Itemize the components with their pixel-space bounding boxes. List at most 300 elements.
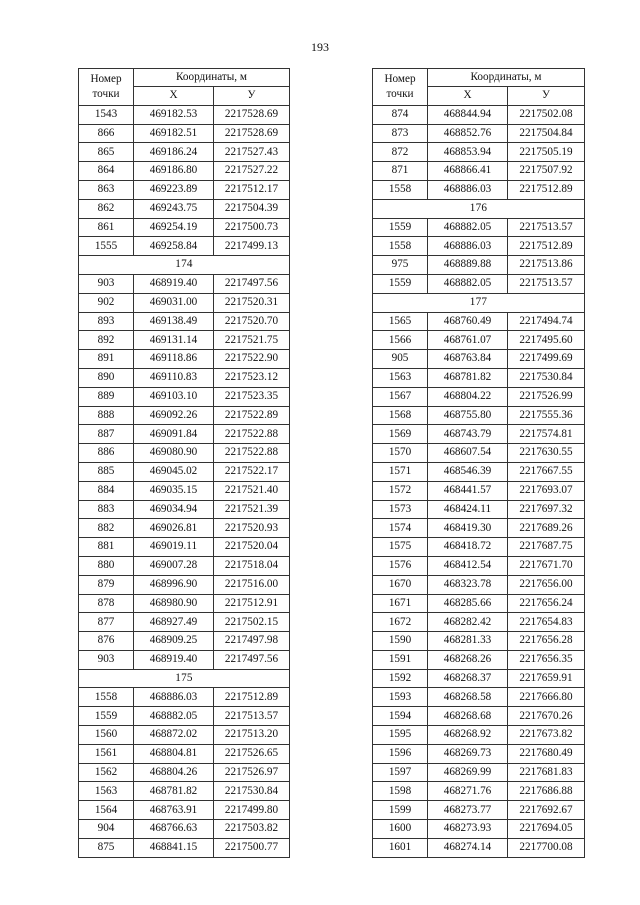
x-coordinate-cell: 468274.14	[428, 838, 508, 857]
point-number-cell: 877	[79, 613, 134, 632]
x-coordinate-cell: 468980.90	[134, 594, 214, 613]
point-number-cell: 873	[373, 124, 428, 143]
y-coordinate-cell: 2217503.82	[214, 820, 290, 839]
point-number-cell: 883	[79, 500, 134, 519]
x-coordinate-cell: 468919.40	[134, 274, 214, 293]
x-coordinate-cell: 468781.82	[134, 782, 214, 801]
y-coordinate-cell: 2217497.98	[214, 632, 290, 651]
y-coordinate-cell: 2217518.04	[214, 556, 290, 575]
x-coordinate-cell: 468269.99	[428, 763, 508, 782]
table-row	[373, 162, 585, 181]
table-row	[373, 594, 585, 613]
y-coordinate-cell: 2217528.69	[214, 105, 290, 124]
x-coordinate-cell: 468882.05	[428, 274, 508, 293]
table-row	[79, 500, 290, 519]
point-number-cell: 886	[79, 444, 134, 463]
table-row	[79, 782, 290, 801]
table-row	[79, 180, 290, 199]
y-coordinate-cell: 2217512.91	[214, 594, 290, 613]
table-row	[373, 707, 585, 726]
point-number-cell: 903	[79, 650, 134, 669]
point-number-cell: 1565	[373, 312, 428, 331]
y-coordinate-cell: 2217513.57	[214, 707, 290, 726]
y-coordinate-cell: 2217513.86	[508, 256, 585, 275]
point-number-cell: 893	[79, 312, 134, 331]
table-row	[373, 669, 585, 688]
coordinates-header: Координаты, м	[134, 69, 290, 87]
table-row	[373, 143, 585, 162]
point-number-cell: 1670	[373, 575, 428, 594]
x-coordinate-cell: 469138.49	[134, 312, 214, 331]
table-row	[373, 744, 585, 763]
point-number-cell: 861	[79, 218, 134, 237]
point-number-cell: 1558	[79, 688, 134, 707]
y-coordinate-cell: 2217654.83	[508, 613, 585, 632]
point-number-cell: 902	[79, 293, 134, 312]
y-column-header: У	[508, 87, 585, 105]
x-coordinate-cell: 469045.02	[134, 462, 214, 481]
point-number-cell: 862	[79, 199, 134, 218]
table-row	[373, 801, 585, 820]
x-coordinate-cell: 468763.91	[134, 801, 214, 820]
point-number-cell: 1559	[373, 218, 428, 237]
point-number-cell: 882	[79, 519, 134, 538]
point-number-cell: 891	[79, 350, 134, 369]
point-number-cell: 864	[79, 162, 134, 181]
y-coordinate-cell: 2217522.90	[214, 350, 290, 369]
table-row	[373, 331, 585, 350]
point-number-header-line2: точки	[386, 87, 414, 100]
table-row	[79, 425, 290, 444]
table-row	[79, 143, 290, 162]
x-coordinate-cell: 469186.80	[134, 162, 214, 181]
y-coordinate-cell: 2217521.75	[214, 331, 290, 350]
point-number-cell: 1568	[373, 406, 428, 425]
x-coordinate-cell: 469031.00	[134, 293, 214, 312]
x-coordinate-cell: 468743.79	[428, 425, 508, 444]
y-coordinate-cell: 2217522.89	[214, 406, 290, 425]
x-coordinate-cell: 468761.07	[428, 331, 508, 350]
x-coordinate-cell: 468268.37	[428, 669, 508, 688]
y-coordinate-cell: 2217526.65	[214, 744, 290, 763]
point-number-cell: 884	[79, 481, 134, 500]
table-row	[79, 350, 290, 369]
section-label: 177	[373, 293, 585, 312]
y-coordinate-cell: 2217500.73	[214, 218, 290, 237]
point-number-cell: 1561	[79, 744, 134, 763]
table-row	[373, 726, 585, 745]
y-coordinate-cell: 2217670.26	[508, 707, 585, 726]
table-row	[79, 162, 290, 181]
y-coordinate-cell: 2217526.99	[508, 387, 585, 406]
y-coordinate-cell: 2217527.43	[214, 143, 290, 162]
y-coordinate-cell: 2217495.60	[508, 331, 585, 350]
y-coordinate-cell: 2217667.55	[508, 462, 585, 481]
table-row	[373, 406, 585, 425]
table-row	[79, 594, 290, 613]
point-number-cell: 866	[79, 124, 134, 143]
table-row	[79, 763, 290, 782]
point-number-cell: 1563	[79, 782, 134, 801]
x-coordinate-cell: 468763.84	[428, 350, 508, 369]
y-coordinate-cell: 2217689.26	[508, 519, 585, 538]
y-coordinate-cell: 2217686.88	[508, 782, 585, 801]
table-body-left	[79, 105, 290, 857]
table-row	[79, 237, 290, 256]
table-row	[79, 368, 290, 387]
y-coordinate-cell: 2217494.74	[508, 312, 585, 331]
x-coordinate-cell: 469258.84	[134, 237, 214, 256]
point-number-cell: 887	[79, 425, 134, 444]
table-row	[79, 481, 290, 500]
section-row	[373, 293, 585, 312]
y-coordinate-cell: 2217502.15	[214, 613, 290, 632]
table-row	[373, 688, 585, 707]
table-row	[373, 350, 585, 369]
y-coordinate-cell: 2217671.70	[508, 556, 585, 575]
point-number-cell: 1595	[373, 726, 428, 745]
x-coordinate-cell: 469131.14	[134, 331, 214, 350]
x-coordinate-cell: 468269.73	[428, 744, 508, 763]
point-number-cell: 905	[373, 350, 428, 369]
point-number-cell: 1559	[373, 274, 428, 293]
point-number-cell: 1672	[373, 613, 428, 632]
point-number-cell: 1598	[373, 782, 428, 801]
x-coordinate-cell: 468919.40	[134, 650, 214, 669]
x-coordinate-cell: 468755.80	[428, 406, 508, 425]
point-number-cell: 1543	[79, 105, 134, 124]
point-number-cell: 892	[79, 331, 134, 350]
y-coordinate-cell: 2217522.88	[214, 444, 290, 463]
section-row	[373, 199, 585, 218]
x-coordinate-cell: 468766.63	[134, 820, 214, 839]
table-row	[79, 274, 290, 293]
y-coordinate-cell: 2217500.77	[214, 838, 290, 857]
point-number-cell: 1601	[373, 838, 428, 857]
table-row	[373, 218, 585, 237]
x-coordinate-cell: 469080.90	[134, 444, 214, 463]
point-number-header	[79, 69, 134, 106]
y-coordinate-cell: 2217520.93	[214, 519, 290, 538]
x-coordinate-cell: 469182.51	[134, 124, 214, 143]
point-number-cell: 1569	[373, 425, 428, 444]
x-coordinate-cell: 469243.75	[134, 199, 214, 218]
table-row	[79, 801, 290, 820]
table-row	[373, 556, 585, 575]
y-coordinate-cell: 2217692.67	[508, 801, 585, 820]
point-number-cell: 865	[79, 143, 134, 162]
x-coordinate-cell: 468804.22	[428, 387, 508, 406]
y-coordinate-cell: 2217694.05	[508, 820, 585, 839]
y-coordinate-cell: 2217513.57	[508, 274, 585, 293]
x-coordinate-cell: 469186.24	[134, 143, 214, 162]
point-number-cell: 888	[79, 406, 134, 425]
x-coordinate-cell: 469223.89	[134, 180, 214, 199]
x-coordinate-cell: 469110.83	[134, 368, 214, 387]
point-number-cell: 1572	[373, 481, 428, 500]
x-coordinate-cell: 468285.66	[428, 594, 508, 613]
table-row	[373, 312, 585, 331]
table-row	[373, 425, 585, 444]
table-row	[373, 124, 585, 143]
y-coordinate-cell: 2217656.24	[508, 594, 585, 613]
table-row	[373, 368, 585, 387]
point-number-cell: 1564	[79, 801, 134, 820]
x-coordinate-cell: 468281.33	[428, 632, 508, 651]
point-number-cell: 1560	[79, 726, 134, 745]
table-row	[373, 256, 585, 275]
point-number-cell: 1562	[79, 763, 134, 782]
y-coordinate-cell: 2217673.82	[508, 726, 585, 745]
y-coordinate-cell: 2217504.39	[214, 199, 290, 218]
coordinates-table-right	[372, 68, 585, 858]
point-number-cell: 885	[79, 462, 134, 481]
point-number-cell: 1593	[373, 688, 428, 707]
point-number-cell: 1571	[373, 462, 428, 481]
point-number-cell: 889	[79, 387, 134, 406]
y-coordinate-cell: 2217512.89	[508, 237, 585, 256]
table-row	[79, 744, 290, 763]
point-number-cell: 1555	[79, 237, 134, 256]
x-coordinate-cell: 468927.49	[134, 613, 214, 632]
point-number-cell: 863	[79, 180, 134, 199]
coordinates-table-left	[78, 68, 290, 858]
x-coordinate-cell: 468844.94	[428, 105, 508, 124]
point-number-cell: 1574	[373, 519, 428, 538]
x-coordinate-cell: 468781.82	[428, 368, 508, 387]
table-row	[373, 613, 585, 632]
x-coordinate-cell: 468889.88	[428, 256, 508, 275]
table-row	[79, 538, 290, 557]
table-row	[373, 500, 585, 519]
x-coordinate-cell: 468804.81	[134, 744, 214, 763]
point-number-cell: 878	[79, 594, 134, 613]
section-row	[79, 256, 290, 275]
y-coordinate-cell: 2217574.81	[508, 425, 585, 444]
y-coordinate-cell: 2217504.84	[508, 124, 585, 143]
table-row	[79, 726, 290, 745]
y-coordinate-cell: 2217507.92	[508, 162, 585, 181]
point-number-cell: 872	[373, 143, 428, 162]
table-row	[373, 519, 585, 538]
x-coordinate-cell: 468909.25	[134, 632, 214, 651]
x-coordinate-cell: 468268.92	[428, 726, 508, 745]
table-row	[79, 613, 290, 632]
page-number: 193	[311, 40, 329, 54]
point-number-header	[373, 69, 428, 106]
table-row	[373, 481, 585, 500]
x-coordinate-cell: 468882.05	[134, 707, 214, 726]
table-row	[373, 763, 585, 782]
point-number-cell: 879	[79, 575, 134, 594]
table-row	[373, 575, 585, 594]
x-coordinate-cell: 468882.05	[428, 218, 508, 237]
y-coordinate-cell: 2217521.40	[214, 481, 290, 500]
table-row	[79, 124, 290, 143]
point-number-cell: 1576	[373, 556, 428, 575]
y-coordinate-cell: 2217526.97	[214, 763, 290, 782]
point-number-cell: 880	[79, 556, 134, 575]
table-row	[373, 538, 585, 557]
table-row	[79, 519, 290, 538]
point-number-cell: 876	[79, 632, 134, 651]
point-number-cell: 1590	[373, 632, 428, 651]
x-coordinate-cell: 469254.19	[134, 218, 214, 237]
x-coordinate-cell: 469019.11	[134, 538, 214, 557]
table-row	[373, 462, 585, 481]
point-number-cell: 881	[79, 538, 134, 557]
x-coordinate-cell: 468323.78	[428, 575, 508, 594]
y-coordinate-cell: 2217505.19	[508, 143, 585, 162]
table-row	[373, 237, 585, 256]
y-column-header: У	[214, 87, 290, 105]
point-number-header-line1: Номер	[384, 73, 416, 86]
point-number-header-line2: точки	[92, 87, 120, 100]
y-coordinate-cell: 2217666.80	[508, 688, 585, 707]
table-row	[79, 406, 290, 425]
x-coordinate-cell: 468441.57	[428, 481, 508, 500]
table-row	[79, 575, 290, 594]
section-label: 175	[79, 669, 290, 688]
x-coordinate-cell: 469118.86	[134, 350, 214, 369]
point-number-cell: 1596	[373, 744, 428, 763]
x-coordinate-cell: 468853.94	[428, 143, 508, 162]
y-coordinate-cell: 2217512.17	[214, 180, 290, 199]
point-number-cell: 1600	[373, 820, 428, 839]
x-coordinate-cell: 469091.84	[134, 425, 214, 444]
x-coordinate-cell: 468546.39	[428, 462, 508, 481]
x-coordinate-cell: 468273.93	[428, 820, 508, 839]
point-number-cell: 1567	[373, 387, 428, 406]
y-coordinate-cell: 2217527.22	[214, 162, 290, 181]
point-number-cell: 903	[79, 274, 134, 293]
x-coordinate-cell: 468268.26	[428, 650, 508, 669]
y-coordinate-cell: 2217687.75	[508, 538, 585, 557]
y-coordinate-cell: 2217680.49	[508, 744, 585, 763]
x-coordinate-cell: 468886.03	[428, 237, 508, 256]
point-number-cell: 904	[79, 820, 134, 839]
point-number-cell: 1563	[373, 368, 428, 387]
table-row	[79, 838, 290, 857]
point-number-cell: 1558	[373, 180, 428, 199]
point-number-cell: 1570	[373, 444, 428, 463]
y-coordinate-cell: 2217499.69	[508, 350, 585, 369]
table-row	[79, 688, 290, 707]
y-coordinate-cell: 2217555.36	[508, 406, 585, 425]
x-coordinate-cell: 468418.72	[428, 538, 508, 557]
x-coordinate-cell: 469007.28	[134, 556, 214, 575]
x-coordinate-cell: 468424.11	[428, 500, 508, 519]
table-row	[373, 387, 585, 406]
y-coordinate-cell: 2217502.08	[508, 105, 585, 124]
y-coordinate-cell: 2217497.56	[214, 274, 290, 293]
table-row	[373, 820, 585, 839]
y-coordinate-cell: 2217499.13	[214, 237, 290, 256]
point-number-cell: 871	[373, 162, 428, 181]
y-coordinate-cell: 2217700.08	[508, 838, 585, 857]
y-coordinate-cell: 2217499.80	[214, 801, 290, 820]
table-row	[79, 387, 290, 406]
point-number-cell: 1575	[373, 538, 428, 557]
point-number-cell: 874	[373, 105, 428, 124]
x-coordinate-cell: 468886.03	[134, 688, 214, 707]
table-row	[79, 650, 290, 669]
y-coordinate-cell: 2217656.35	[508, 650, 585, 669]
x-coordinate-cell: 468872.02	[134, 726, 214, 745]
x-coordinate-cell: 468866.41	[428, 162, 508, 181]
y-coordinate-cell: 2217513.57	[508, 218, 585, 237]
table-row	[79, 632, 290, 651]
y-coordinate-cell: 2217656.28	[508, 632, 585, 651]
table-row	[373, 632, 585, 651]
point-number-cell: 875	[79, 838, 134, 857]
x-coordinate-cell: 468886.03	[428, 180, 508, 199]
point-number-cell: 975	[373, 256, 428, 275]
point-number-cell: 1559	[79, 707, 134, 726]
point-number-cell: 1671	[373, 594, 428, 613]
point-number-cell: 890	[79, 368, 134, 387]
section-label: 176	[373, 199, 585, 218]
point-number-cell: 1591	[373, 650, 428, 669]
x-coordinate-cell: 468268.58	[428, 688, 508, 707]
x-coordinate-cell: 468282.42	[428, 613, 508, 632]
y-coordinate-cell: 2217693.07	[508, 481, 585, 500]
y-coordinate-cell: 2217659.91	[508, 669, 585, 688]
x-coordinate-cell: 469034.94	[134, 500, 214, 519]
point-number-cell: 1566	[373, 331, 428, 350]
y-coordinate-cell: 2217521.39	[214, 500, 290, 519]
x-coordinate-cell: 468852.76	[428, 124, 508, 143]
table-row	[373, 105, 585, 124]
y-coordinate-cell: 2217513.20	[214, 726, 290, 745]
point-number-cell: 1599	[373, 801, 428, 820]
y-coordinate-cell: 2217522.17	[214, 462, 290, 481]
point-number-cell: 1594	[373, 707, 428, 726]
x-column-header: X	[428, 87, 508, 105]
y-coordinate-cell: 2217497.56	[214, 650, 290, 669]
x-coordinate-cell: 468271.76	[428, 782, 508, 801]
coordinates-header: Координаты, м	[428, 69, 585, 87]
section-row	[79, 669, 290, 688]
y-coordinate-cell: 2217530.84	[508, 368, 585, 387]
y-coordinate-cell: 2217516.00	[214, 575, 290, 594]
x-coordinate-cell: 468273.77	[428, 801, 508, 820]
table-row	[79, 293, 290, 312]
y-coordinate-cell: 2217528.69	[214, 124, 290, 143]
x-coordinate-cell: 468760.49	[428, 312, 508, 331]
table-row	[79, 820, 290, 839]
x-column-header: X	[134, 87, 214, 105]
table-row	[79, 462, 290, 481]
y-coordinate-cell: 2217523.12	[214, 368, 290, 387]
point-number-cell: 1597	[373, 763, 428, 782]
y-coordinate-cell: 2217630.55	[508, 444, 585, 463]
x-coordinate-cell: 469035.15	[134, 481, 214, 500]
section-label: 174	[79, 256, 290, 275]
table-row	[79, 199, 290, 218]
y-coordinate-cell: 2217697.32	[508, 500, 585, 519]
table-row	[79, 312, 290, 331]
y-coordinate-cell: 2217512.89	[508, 180, 585, 199]
table-row	[79, 218, 290, 237]
x-coordinate-cell: 468607.54	[428, 444, 508, 463]
table-row	[79, 105, 290, 124]
x-coordinate-cell: 469103.10	[134, 387, 214, 406]
table-row	[373, 274, 585, 293]
table-row	[373, 180, 585, 199]
x-coordinate-cell: 468804.26	[134, 763, 214, 782]
x-coordinate-cell: 468268.68	[428, 707, 508, 726]
